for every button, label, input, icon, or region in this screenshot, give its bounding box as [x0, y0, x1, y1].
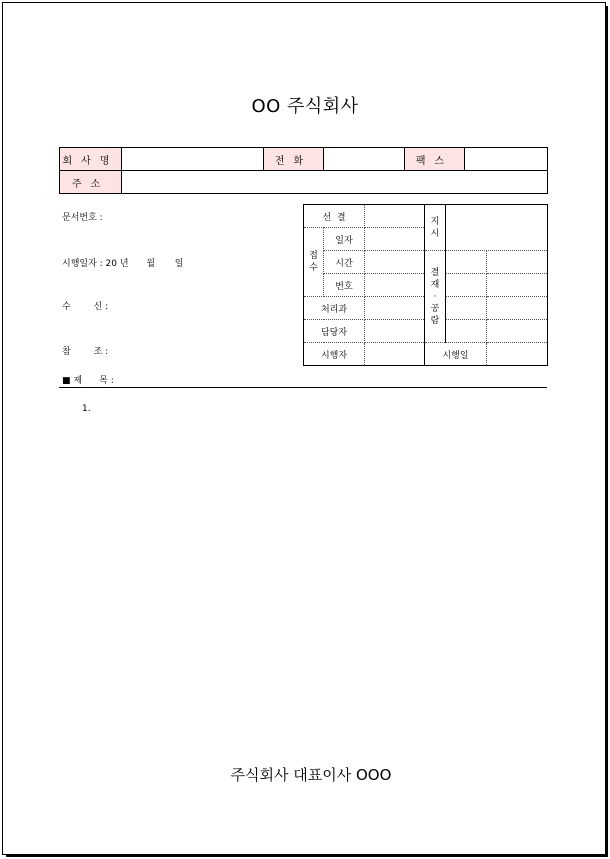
approval-cell[interactable] [446, 251, 487, 274]
recipient-label: 수 신 : [62, 302, 109, 312]
document-footer: 주식회사 대표이사 OOO [230, 766, 392, 784]
person-in-charge-label: 담당자 [304, 320, 365, 343]
enforcement-date-field[interactable] [487, 343, 548, 366]
processing-dept-label: 처리과 [304, 297, 365, 320]
effective-date-year: 20 년 [105, 259, 129, 269]
company-name-field[interactable] [122, 148, 264, 171]
address-label: 주소 [60, 171, 122, 194]
phone-label: 전화 [264, 148, 324, 171]
direction-label: 지시 [425, 205, 446, 251]
approval-cell[interactable] [487, 274, 548, 297]
list-item-1: 1. [82, 404, 91, 414]
subject-label: 제 목 : [73, 376, 114, 386]
receipt-label: 접수 [304, 228, 324, 297]
approval-cell[interactable] [487, 297, 548, 320]
effective-date-label: 시행일자 : [62, 259, 103, 269]
effective-date-day: 일 [174, 259, 184, 269]
approval-cell[interactable] [446, 297, 487, 320]
processing-dept-field[interactable] [365, 297, 425, 320]
enforcer-field[interactable] [365, 343, 425, 366]
receipt-number-label: 번호 [324, 274, 365, 297]
receipt-number-field[interactable] [365, 274, 425, 297]
approval-grid [303, 204, 548, 366]
enforcer-label: 시행자 [304, 343, 365, 366]
subject-row [62, 373, 114, 386]
fax-field[interactable] [465, 148, 548, 171]
page-shadow [6, 854, 608, 857]
approval-cooperation-label: 결재·공람 [425, 251, 446, 343]
effective-date [62, 256, 183, 269]
precedent-label: 선 결 [304, 205, 365, 228]
document-title: OO 주식회사 [251, 96, 359, 117]
reference-label: 참 조 : [62, 347, 109, 357]
page-shadow [605, 6, 608, 856]
enforcement-date-label: 시행일 [425, 343, 487, 366]
company-info-table [59, 147, 548, 194]
square-bullet-icon: ■ [62, 376, 71, 386]
address-field[interactable] [122, 171, 548, 194]
receipt-date-label: 일자 [324, 228, 365, 251]
approval-cell[interactable] [446, 274, 487, 297]
precedent-field[interactable] [365, 205, 425, 228]
doc-number-label: 문서번호 : [62, 213, 103, 223]
fax-label: 팩스 [405, 148, 465, 171]
company-name-label: 회사명 [60, 148, 122, 171]
subject-divider [59, 387, 547, 388]
approval-cell[interactable] [487, 251, 548, 274]
person-in-charge-field[interactable] [365, 320, 425, 343]
receipt-time-label: 시간 [324, 251, 365, 274]
document-page [2, 2, 606, 855]
receipt-date-field[interactable] [365, 228, 425, 251]
effective-date-month: 월 [146, 259, 156, 269]
direction-field[interactable] [446, 205, 548, 251]
receipt-time-field[interactable] [365, 251, 425, 274]
approval-cell[interactable] [446, 320, 487, 343]
approval-cell[interactable] [487, 320, 548, 343]
phone-field[interactable] [324, 148, 405, 171]
